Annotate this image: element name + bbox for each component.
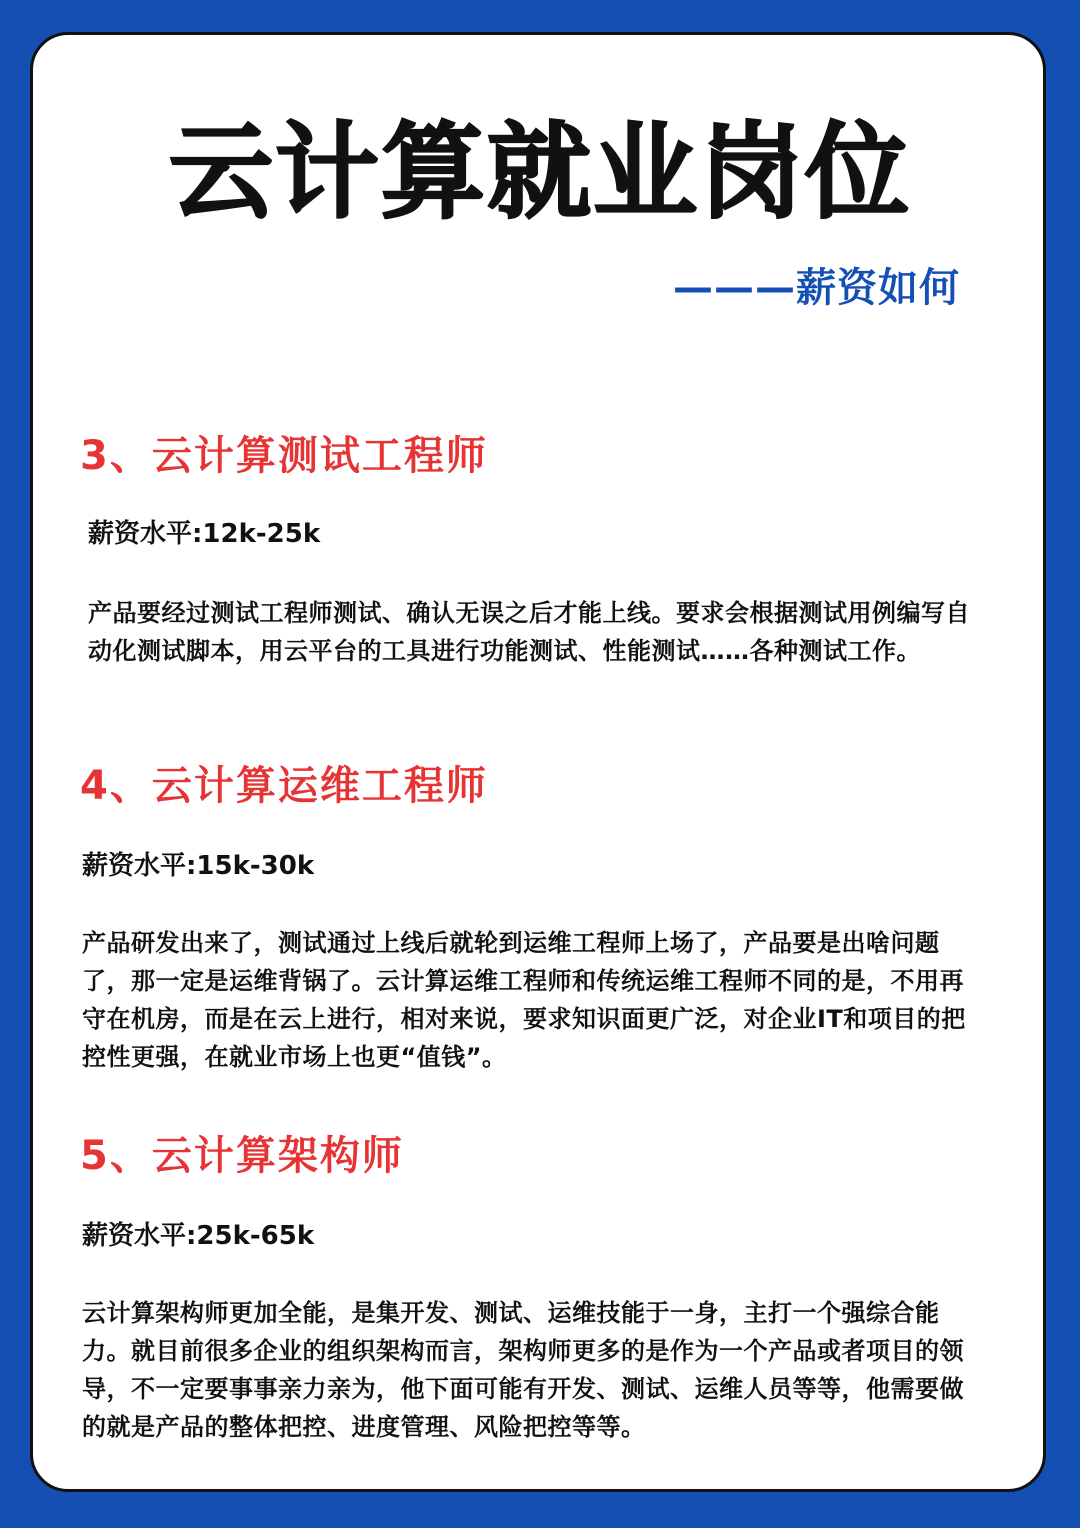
salary-level: 薪资水平:12k-25k (88, 519, 321, 549)
section-architect-desc-wrap (82, 1294, 984, 1446)
section-title: 3、云计算测试工程师 (80, 433, 488, 479)
section-description: 产品研发出来了，测试通过上线后就轮到运维工程师上场了，产品要是出啥问题了，那一定是运维背锅了。云计算运维工程师和传统运维工程师不同的是，不用再守在机房，而是在云上进行，相对来说，要求知识面更广泛，对企业IT和项目的把控性更强，在就业市场上也更“值钱”。 (82, 929, 966, 1071)
section-ops-engineer (80, 760, 970, 812)
page-subtitle: ———薪资如何 (673, 265, 960, 311)
section-test-engineer-salary-wrap (88, 518, 970, 552)
section-description: 云计算架构师更加全能，是集开发、测试、运维技能于一身，主打一个强综合能力。就目前很多企业的组织架构而言，架构师更多的是作为一个产品或者项目的领导，不一定要事事亲力亲为，他下面可能有开发、测试、运维人员等等，他需要做的就是产品的整体把控、进度管理、风险把控等等。 (82, 1299, 964, 1441)
section-title: 5、云计算架构师 (80, 1133, 404, 1179)
section-architect (80, 1130, 970, 1182)
section-test-engineer (80, 430, 970, 482)
section-ops-engineer-salary-wrap (82, 850, 970, 884)
section-test-engineer-desc-wrap (88, 594, 970, 670)
salary-level: 薪资水平:15k-30k (82, 851, 315, 881)
section-ops-engineer-desc-wrap (82, 924, 970, 1076)
page-title: 云计算就业岗位 (168, 111, 911, 233)
section-description: 产品要经过测试工程师测试、确认无误之后才能上线。要求会根据测试用例编写自动化测试脚本，用云平台的工具进行功能测试、性能测试……各种测试工作。 (88, 599, 970, 665)
salary-level: 薪资水平:25k-65k (82, 1221, 315, 1251)
section-title: 4、云计算运维工程师 (80, 763, 488, 809)
section-architect-salary-wrap (82, 1220, 970, 1254)
